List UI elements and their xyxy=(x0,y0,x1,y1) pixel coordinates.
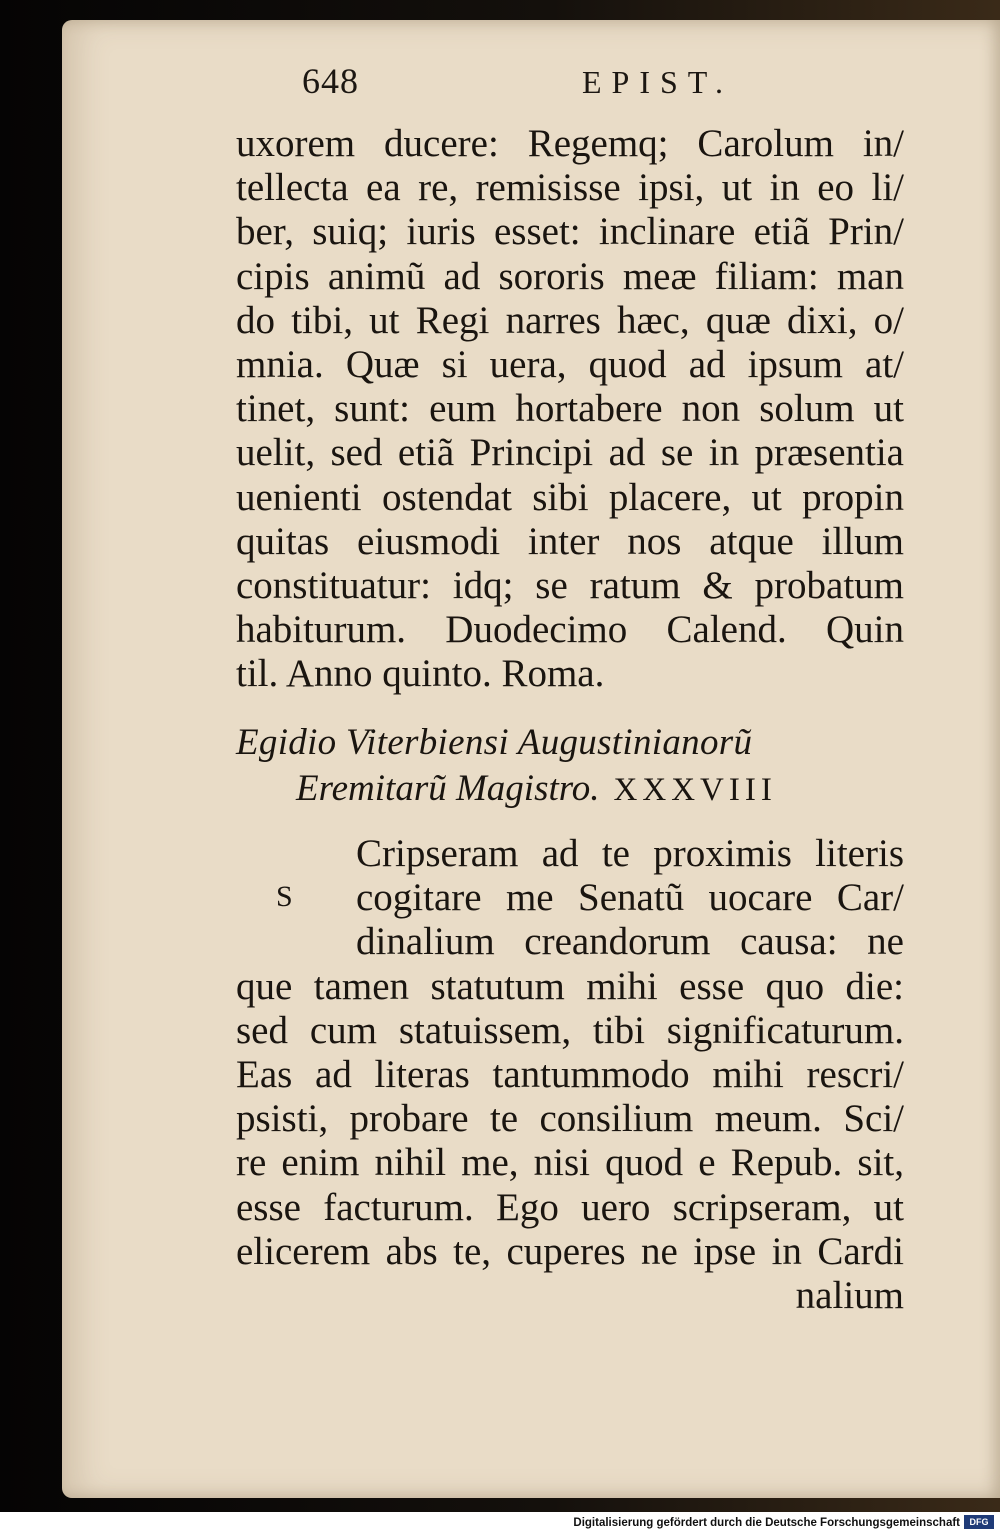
text-line: Eas ad literas tantummodo mihi rescri/ xyxy=(236,1052,904,1096)
text-line: cipis animũ ad sororis meæ filiam: man xyxy=(236,254,904,298)
letter-text-continued xyxy=(236,122,904,696)
text-line: mnia. Quæ si uera, quod ad ipsum at/ xyxy=(236,342,904,386)
heading-line-text: Eremitarũ Magistro. xyxy=(296,768,600,809)
text-line: quitas eiusmodi inter nos atque illum xyxy=(236,519,904,563)
page-number: 648 xyxy=(302,61,359,101)
text-line: til. Anno quinto. Roma. xyxy=(236,652,605,696)
text-line: sed cum statuissem, tibi significaturum. xyxy=(236,1008,904,1052)
text-line: Cripseram ad te proximis literis xyxy=(356,832,904,875)
initial-guide-letter: S xyxy=(276,880,293,913)
running-head: EPIST. xyxy=(582,64,733,100)
text-line: re enim nihil me, nisi quod e Repub. sit, xyxy=(236,1141,904,1185)
text-line: que tamen statutum mihi esse quo die: xyxy=(236,964,904,1008)
letter-heading xyxy=(236,720,904,813)
text-line: uelit, sed etiã Principi ad se in præsentia xyxy=(236,431,904,475)
text-line: esse facturum. Ego uero scripseram, ut xyxy=(236,1185,904,1229)
text-line: uxorem ducere: Regemq; Carolum in/ xyxy=(236,122,904,165)
footer-bar xyxy=(0,1512,1000,1532)
funding-credit: Digitalisierung gefördert durch die Deutsche Forschungsgemeinschaft xyxy=(573,1517,960,1529)
letter-number: XXXVIII xyxy=(613,772,777,808)
heading-line: Egidio Viterbiensi Augustinianorũ xyxy=(236,722,753,763)
text-line: uenienti ostendat sibi placere, ut propin xyxy=(236,475,904,519)
text-line: tellecta ea re, remisisse ipsi, ut in eo li/ xyxy=(236,166,904,210)
text-line: constituatur: idq; se ratum & probatum xyxy=(236,563,904,607)
text-line: do tibi, ut Regi narres hæc, quæ dixi, o/ xyxy=(236,298,904,342)
text-line: elicerem abs te, cuperes ne ipse in Cardi xyxy=(236,1229,904,1273)
text-line: ber, suiq; iuris esset: inclinare etiã Prin/ xyxy=(236,210,904,254)
heading-line xyxy=(236,766,904,813)
text-line: cogitare me Senatũ uocare Car/ xyxy=(356,876,904,920)
dfg-logo: DFG xyxy=(964,1515,994,1529)
catchword: nalium xyxy=(795,1273,904,1317)
text-line: psisti, probare te consilium meum. Sci/ xyxy=(236,1097,904,1141)
text-line: tinet, sunt: eum hortabere non solum ut xyxy=(236,387,904,431)
letter-text xyxy=(236,832,904,1318)
text-line: habiturum. Duodecimo Calend. Quin xyxy=(236,608,904,652)
text-line: dinalium creandorum causa: ne xyxy=(356,920,904,964)
